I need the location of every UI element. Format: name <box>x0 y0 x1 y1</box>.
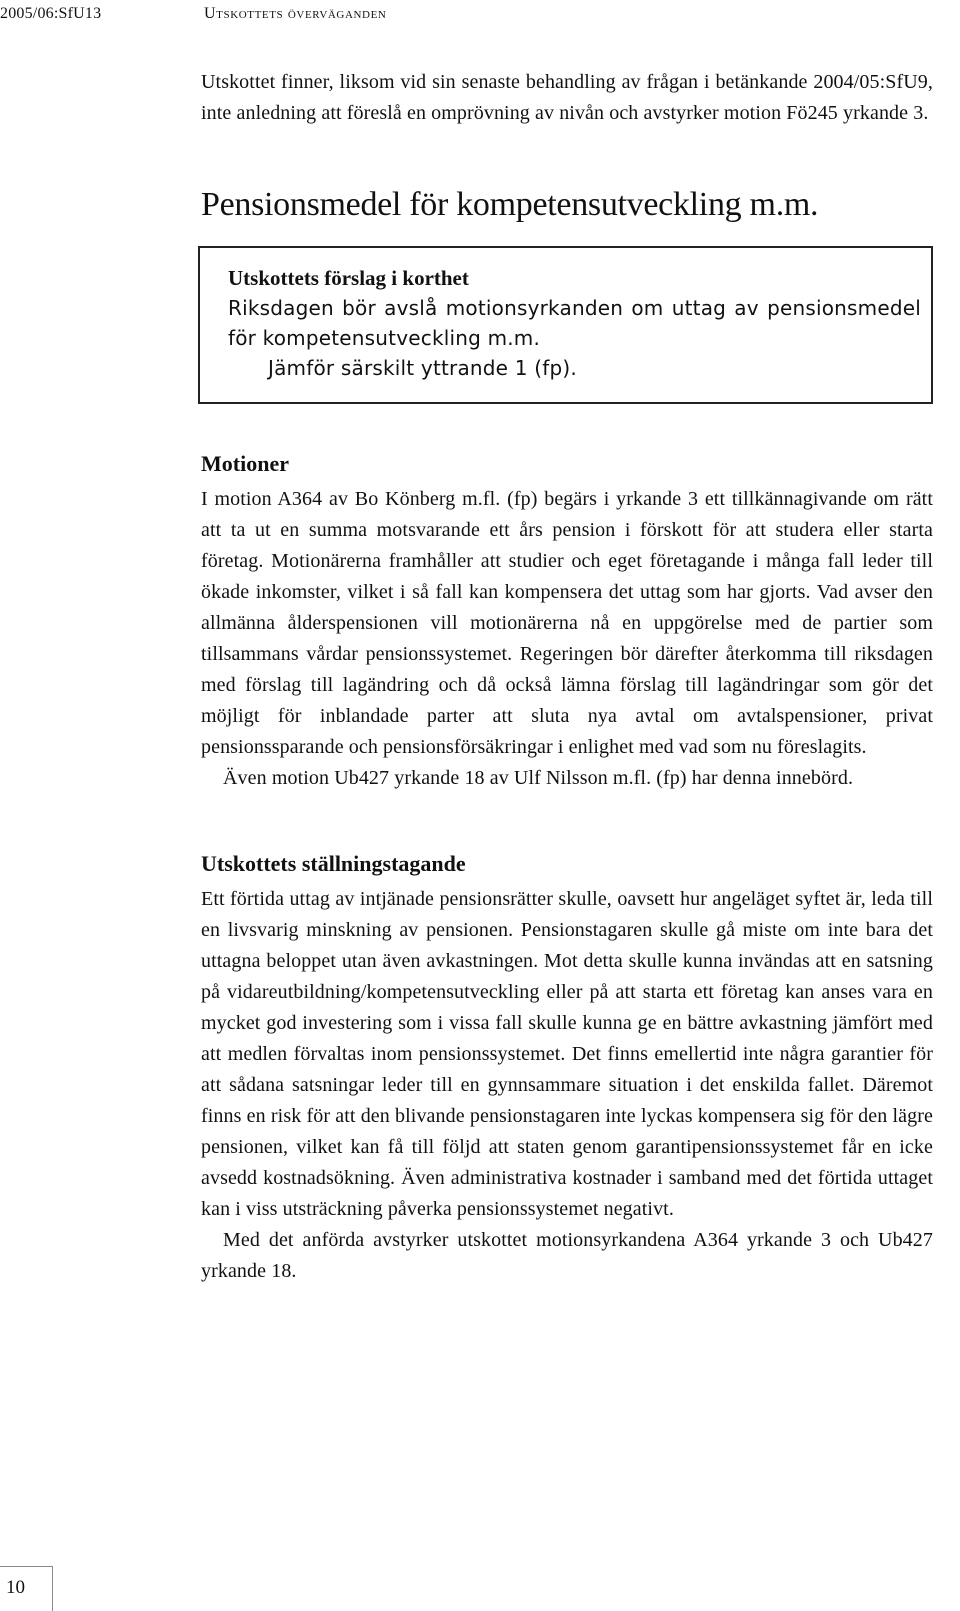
motioner-paragraph-1: I motion A364 av Bo Könberg m.fl. (fp) begärs i yrkande 3 ett tillkännagivande om rätt att ta ut en summa motsvarande ett års pension i förskott för att studera eller starta företag. Motionärerna framhåller att studier och eget företagande i många fall leder till ökade inkomster, vilket i så fall kan kompensera det uttag som har gjorts. Vad avser den allmänna ålderspensionen vill motionärerna nå en uppgörelse med de partier som tillsammans vårdar pensionssystemet. Regeringen bör därefter återkomma till riksdagen med förslag till lagändring och då också lämna förslag till lagändringar som gör det möjligt för inblandade parter att sluta nya avtal om avtalspensioner, privat pensionssparande och pensionsförsäkringar i enlighet med vad som nu föreslagits. <box>201 488 933 758</box>
motioner-body <box>201 484 933 794</box>
stallningstagande-body <box>201 884 933 1287</box>
section-name: Utskottets överväganden <box>204 5 387 22</box>
motioner-paragraph-2: Även motion Ub427 yrkande 18 av Ulf Nilsson m.fl. (fp) har denna innebörd. <box>223 767 854 789</box>
proposal-summary-box <box>198 246 933 404</box>
stallningstagande-heading: Utskottets ställningstagande <box>201 851 466 876</box>
motioner-heading: Motioner <box>201 451 289 476</box>
page-footer <box>0 1566 53 1611</box>
page-number: 10 <box>6 1577 25 1598</box>
intro-paragraph: Utskottet finner, liksom vid sin senaste behandling av frågan i betänkande 2004/05:SfU9, inte anledning att föreslå en omprövning av nivån och avstyrker motion Fö245 yrkande 3. <box>201 71 933 124</box>
proposal-box-text: Riksdagen bör avslå motionsyrkanden om uttag av pensionsmedel för kompetensutveckling m.m. <box>228 296 921 350</box>
subsection-title: Pensionsmedel för kompetensutveckling m.m. <box>201 186 819 223</box>
proposal-box-heading: Utskottets förslag i korthet <box>228 266 469 290</box>
document-id: 2005/06:SfU13 <box>0 5 102 22</box>
stallningstagande-paragraph-1: Ett förtida uttag av intjänade pensionsrätter skulle, oavsett hur angeläget syftet är, leda till en livsvarig minskning av pensionen. Pensionstagaren skulle gå miste om inte bara det uttagna beloppet utan även avkastningen. Mot detta skulle kunna invändas att en satsning på vidareutbildning/kompetensutveckling eller på att starta ett företag kan anses vara en mycket god investering som i vissa fall skulle kunna ge en bättre avkastning jämfört med att medlen förvaltas inom pensionssystemet. Det finns emellertid inte några garantier för att sådana satsningar leder till en gynnsammare situation i det enskilda fallet. Däremot finns en risk för att den blivande pensionstagaren inte lyckas kompensera sig för den lägre pensionen, vilket kan få till följd att staten genom garantipensionssystemet får en icke avsedd kostnadsökning. Även administrativa kostnader i samband med det förtida uttaget kan i viss utsträckning påverka pensionssystemet negativt. <box>201 888 933 1220</box>
stallningstagande-paragraph-2: Med det anförda avstyrker utskottet motionsyrkandena A364 yrkande 3 och Ub427 yrkande 18. <box>201 1229 933 1282</box>
proposal-box-reference: Jämför särskilt yttrande 1 (fp). <box>268 356 577 380</box>
running-header <box>0 4 387 24</box>
page-content <box>201 67 933 1287</box>
